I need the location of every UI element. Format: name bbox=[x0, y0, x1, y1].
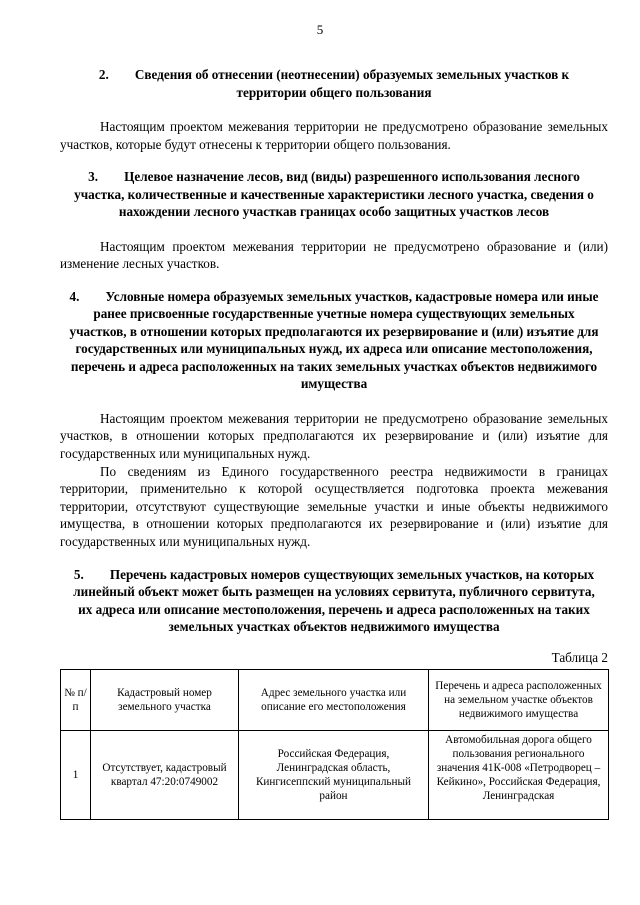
section-paragraph: По сведениям из Единого государственного реестра недвижимости в границах территории, применительно к которой осуществляется подготовка проекта межевания территории, отсутствуют существующие земельные участки и иные объекты недвижимого имущества, в отношении которых предполагаются их резервирование и (или) изъятие для государственных или муниципальных нужд. bbox=[60, 463, 608, 550]
section-title: Целевое назначение лесов, вид (виды) разрешенного использования лесного участка, количественные и качественные характеристики лесного участка, сведения о нахождении лесного участкав границах особо защитных участков лесов bbox=[74, 169, 594, 220]
table-header-cell: Адрес земельного участка или описание его местоположения bbox=[239, 669, 429, 730]
table-cell-objects: Автомобильная дорога общего пользования регионального значения 41К-008 «Петродворец – Кейкино», Российская Федерация, Ленинградская bbox=[429, 730, 609, 819]
section-heading-3 bbox=[66, 168, 602, 221]
table-cell-cadastral-number: Отсутствует, кадастровый квартал 47:20:0749002 bbox=[91, 730, 239, 819]
table-header-cell: Кадастровый номер земельного участка bbox=[91, 669, 239, 730]
table-header-cell: Перечень и адреса расположенных на земельном участке объектов недвижимого имущества bbox=[429, 669, 609, 730]
table-cell-index: 1 bbox=[61, 730, 91, 819]
document-body bbox=[60, 66, 608, 820]
section-number: 5. bbox=[73, 566, 84, 582]
section-heading-5 bbox=[66, 566, 602, 636]
table-header-row bbox=[61, 669, 609, 730]
section-paragraph: Настоящим проектом межевания территории не предусмотрено образование земельных участков, в отношении которых предполагаются их резервирование и (или) изъятие для государственных или муниципальных нужд. bbox=[60, 410, 608, 462]
table-caption: Таблица 2 bbox=[551, 649, 608, 665]
section-title: Условные номера образуемых земельных участков, кадастровые номера или иные ранее присвоенные государственные учетные номера существующих земельных участков, в отношении которых предполагаются их резервирование и (или) изъятие для государственных или муниципальных нужд, их адреса или описание местоположения, перечень и адреса расположенных на таких земельных участках объектов недвижимого имущества bbox=[69, 288, 599, 392]
section-heading-4 bbox=[66, 288, 602, 393]
parcels-table bbox=[60, 669, 609, 820]
table-cell-address: Российская Федерация, Ленинградская область, Кингисеппский муниципальный район bbox=[239, 730, 429, 819]
section-title: Перечень кадастровых номеров существующих земельных участков, на которых линейный объект может быть размещен на условиях сервитута, публичного сервитута, их адреса или описание местоположения, перечень и адреса расположенных на таких земельных участках объектов недвижимого имущества bbox=[73, 566, 595, 635]
section-number: 4. bbox=[69, 288, 80, 304]
section-number: 3. bbox=[88, 169, 98, 185]
section-number: 2. bbox=[98, 67, 109, 82]
section-title: Сведения об отнесении (неотнесении) образуемых земельных участков к территории общего пользования bbox=[134, 67, 570, 100]
section-heading-2 bbox=[66, 66, 602, 101]
table-header-cell: № п/п bbox=[61, 669, 91, 730]
section-paragraph: Настоящим проектом межевания территории не предусмотрено образование земельных участков, которые будут отнесены к территории общего пользования. bbox=[60, 119, 608, 152]
table-row bbox=[61, 730, 609, 819]
page-number: 5 bbox=[316, 22, 324, 37]
section-paragraph: Настоящим проектом межевания территории не предусмотрено образование и (или) изменение лесных участков. bbox=[60, 238, 608, 272]
